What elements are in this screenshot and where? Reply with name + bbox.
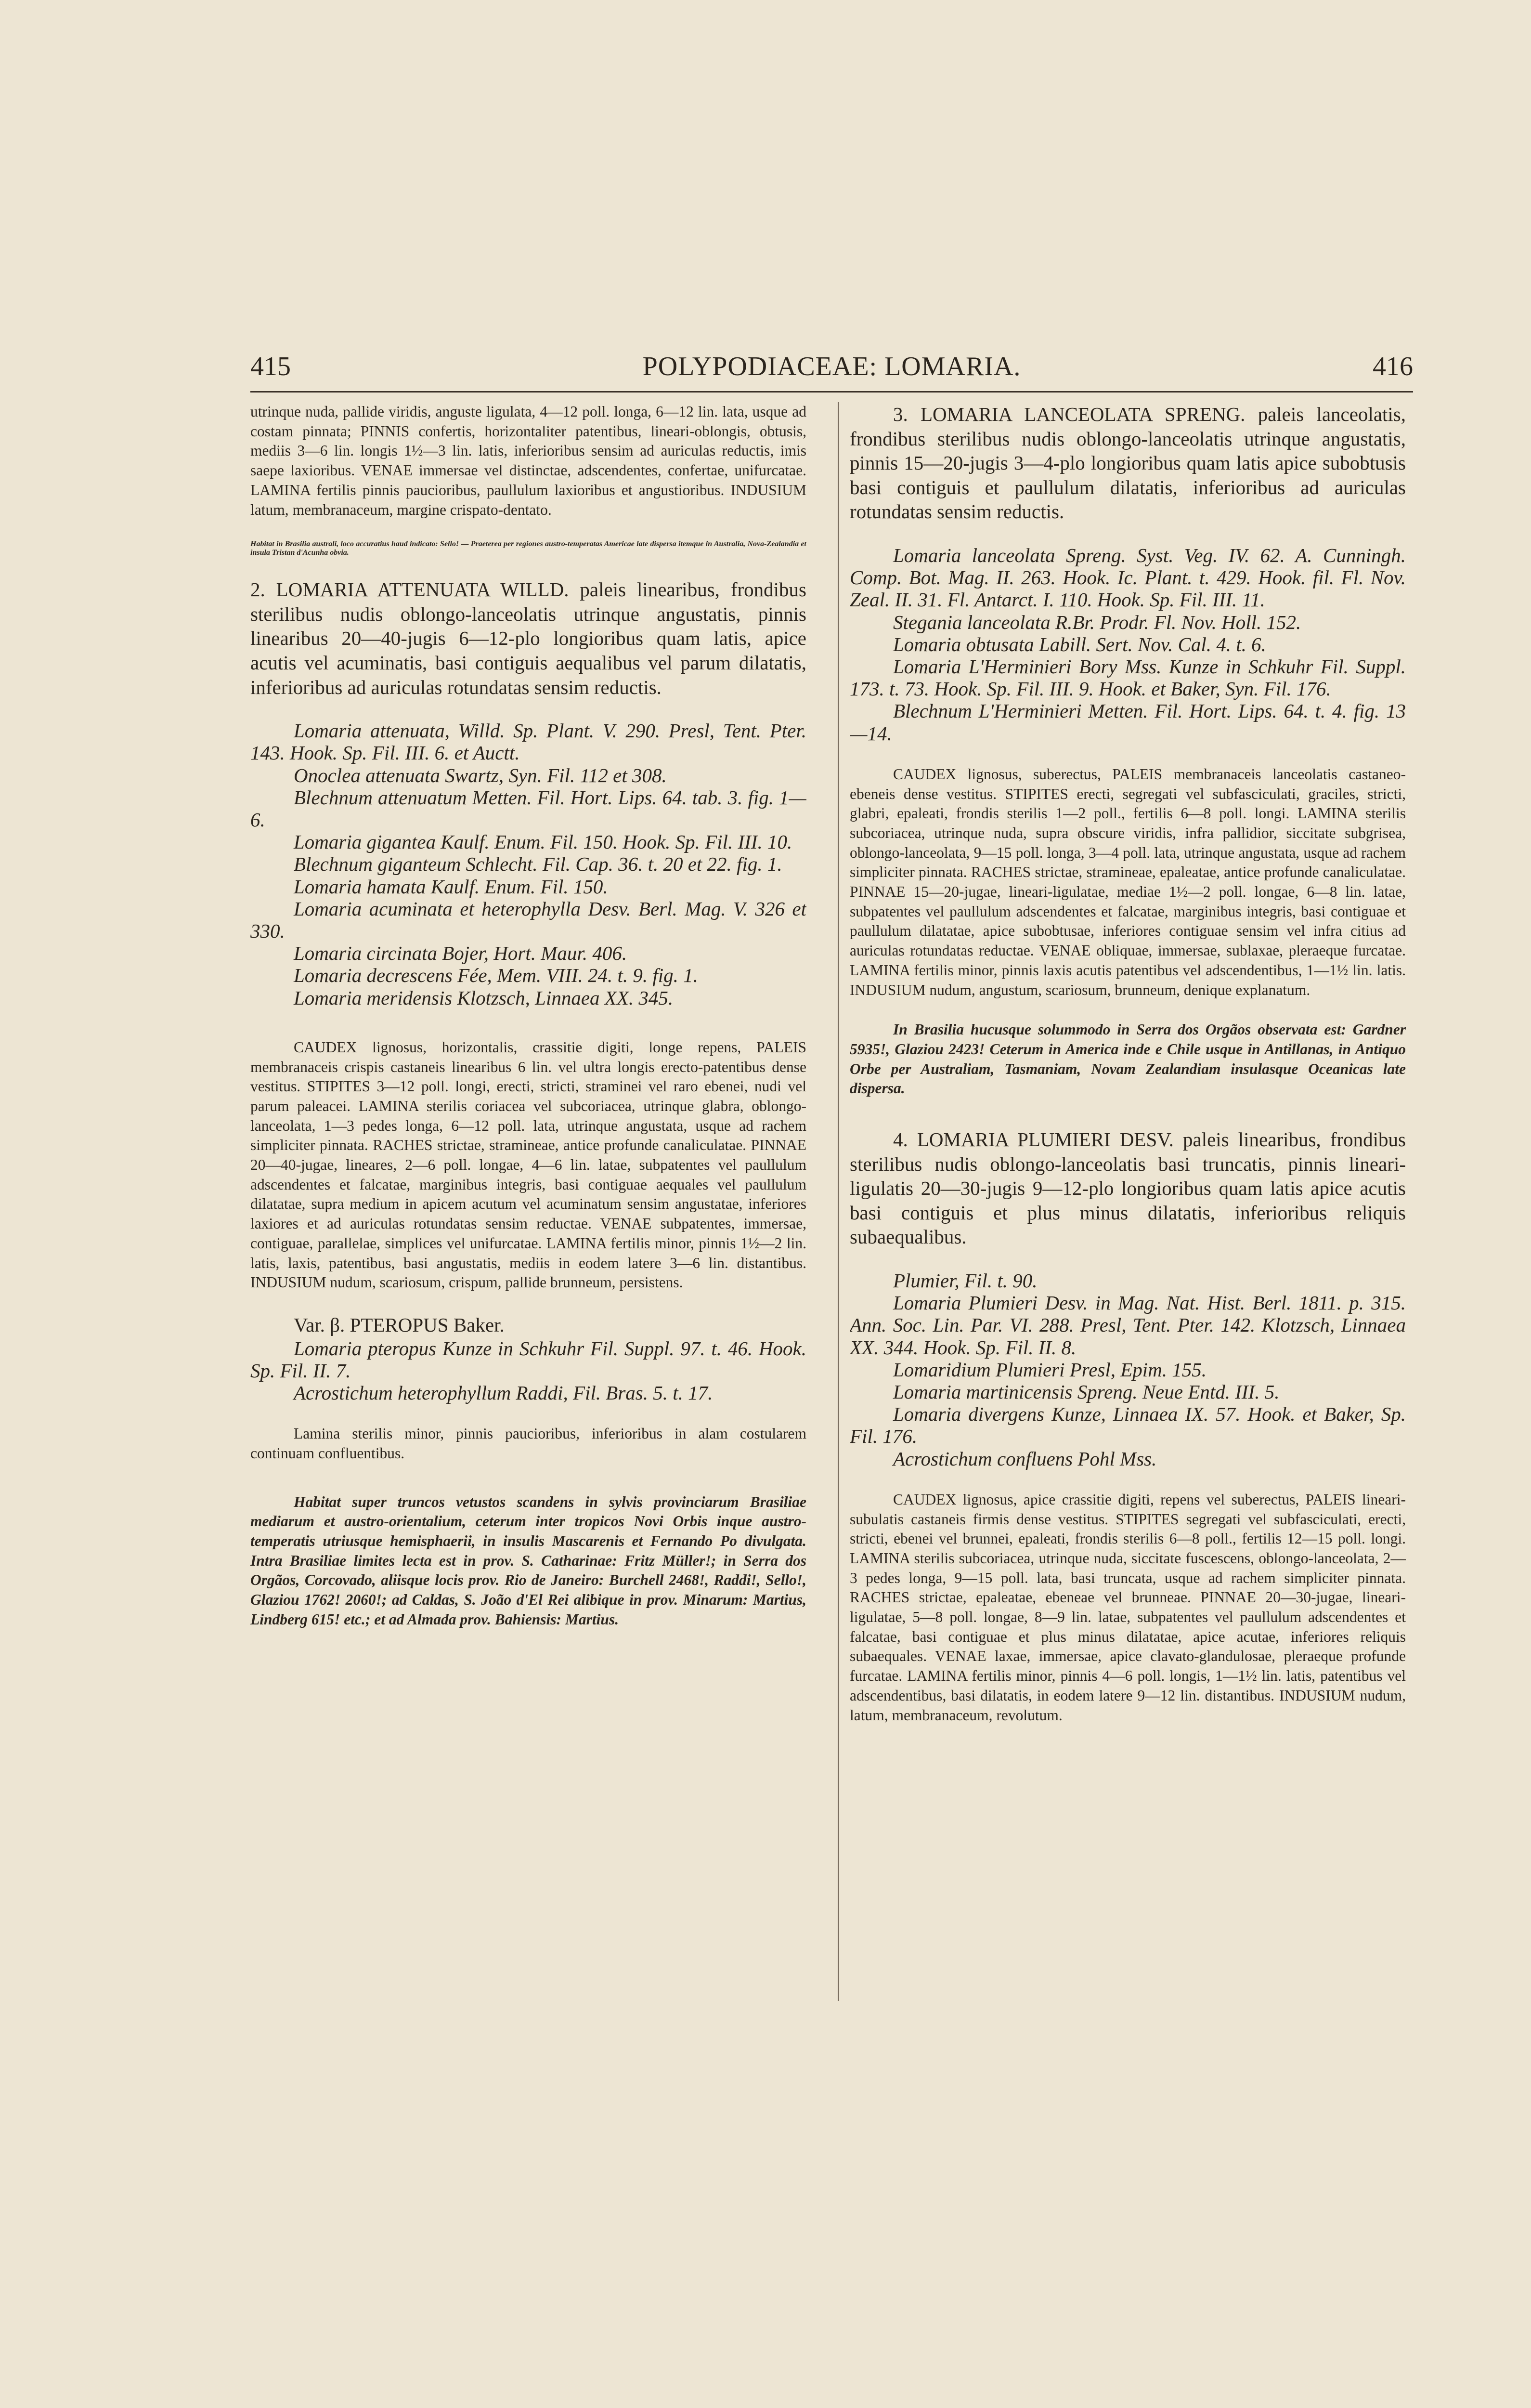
header-rule: [250, 391, 1413, 393]
right-column-paragraph: Blechnum L'Herminieri Metten. Fil. Hort. Lips. 64. t. 4. fig. 13—14.: [850, 700, 1406, 745]
right-column-paragraph: 3. LOMARIA LANCEOLATA SPRENG. paleis lanceolatis, frondibus sterilibus nudis oblongo-lanceolatis utrinque angustatis, pinnis 15—20-jugis 3—4-plo longioribus quam latis apice subobtusis basi contiguis et paullulum dilatatis, inferioribus ad auriculas rotundatas sensim reductis.: [850, 403, 1406, 523]
right-column-paragraph: CAUDEX lignosus, suberectus, PALEIS membranaceis lanceolatis castaneo-ebeneis dense vestitus. STIPITES erecti, segregati vel subfasciculati, graciles, stricti, glabri, epaleati, frondis sterilis 1—2 poll., fertilis 6—8 poll. longi. LAMINA sterilis subcoriacea, utrinque nuda, supra obscure viridis, infra pallidior, siccitate subgrisea, oblongo-lanceolata, 9—15 poll. longa, 3—4 poll. lata, utrinque angustata, usque ad rachem simpliciter pinnata. RACHES strictae, stramineae, epaleatae, antice profunde canaliculatae. PINNAE 15—20-jugae, lineari-ligulatae, mediae 1½—2 poll. longae, 6—8 lin. latae, subpatentes vel paullulum adscendentes et falcatae, marginibus integris, basi contiguae et paullulum dilatatae, apice subobtusae, inferiores contiguae sensim vel infra citius ad auriculas rotundatas reductae. VENAE obliquae, immersae, sublaxae, pleraeque furcatae. LAMINA fertilis minor, pinnis laxis acutis patentibus vel adscendentibus, 1—1½ lin. latis. INDUSIUM nudum, angustum, scariosum, brunneum, denique explanatum.: [850, 765, 1406, 998]
left-column-paragraph: Lomaria gigantea Kaulf. Enum. Fil. 150. Hook. Sp. Fil. III. 10.: [294, 831, 792, 853]
left-column: [250, 402, 806, 2309]
left-column-paragraph: Lomaria meridensis Klotzsch, Linnaea XX. 345.: [294, 986, 674, 1009]
right-column-paragraph: Lomaria L'Herminieri Bory Mss. Kunze in Schkuhr Fil. Suppl. 173. t. 73. Hook. Sp. Fil. III. 9. Hook. et Baker, Syn. Fil. 176.: [850, 655, 1406, 700]
right-column-paragraph: CAUDEX lignosus, apice crassitie digiti, repens vel suberectus, PALEIS lineari-subulatis castaneis firmis dense vestitus. STIPITES segregati vel subfasciculati, erecti, stricti, ebenei vel brunnei, epaleati, frondis sterilis 6—8 poll., fertilis 12—15 poll. longi. LAMINA sterilis subcoriacea, utrinque nuda, siccitate fuscescens, oblongo-lanceolata, 2—3 pedes longa, 9—15 poll. lata, basi truncata, usque ad rachem simpliciter pinnata. RACHES strictae, epaleatae, ebeneae vel brunneae. PINNAE 20—30-jugae, lineari-ligulatae, 5—8 poll. longae, 8—9 lin. latae, subpatentes vel paullulum adscendentes et falcatae, basi contiguae et plus minus dilatatae, apice acutae, inferiores reliquis subaequales. VENAE laxae, immersae, apice clavato-glandulosae, pleraeque profunde furcatae. LAMINA fertilis minor, pinnis 4—6 poll. longis, 1—1½ lin. latis, patentibus vel adscendentibus, basi dilatatis, in eodem latere 9—12 lin. distantibus. INDUSIUM nudum, latum, membranaceum, revolutum.: [850, 1491, 1406, 1724]
running-title: POLYPODIACEAE: LOMARIA.: [642, 352, 1021, 381]
left-column-paragraph: Acrostichum heterophyllum Raddi, Fil. Bras. 5. t. 17.: [294, 1381, 713, 1404]
right-column-paragraph: Stegania lanceolata R.Br. Prodr. Fl. Nov. Holl. 152.: [893, 611, 1301, 633]
left-column-paragraph: Lomaria pteropus Kunze in Schkuhr Fil. Suppl. 97. t. 46. Hook. Sp. Fil. II. 7.: [250, 1337, 806, 1382]
right-column-paragraph: Lomaria divergens Kunze, Linnaea IX. 57. Hook. et Baker, Sp. Fil. 176.: [850, 1403, 1406, 1448]
right-column-paragraph: Lomaridium Plumieri Presl, Epim. 155.: [893, 1358, 1207, 1381]
left-column-paragraph: Lomaria decrescens Fée, Mem. VIII. 24. t. 9. fig. 1.: [294, 964, 698, 987]
left-column-paragraph: CAUDEX lignosus, horizontalis, crassitie digiti, longe repens, PALEIS membranaceis crispis castaneis linearibus 6 lin. vel ultra longis erecto-patentibus dense vestitus. STIPITES 3—12 poll. longi, erecti, stricti, straminei vel raro ebenei, nudi vel parum paleacei. LAMINA sterilis coriacea vel subcoriacea, utrinque glabra, oblongo-lanceolata, 1—3 pedes longa, 6—12 poll. lata, utrinque angustata, usque ad rachem simpliciter pinnata. RACHES strictae, stramineae, antice profunde canaliculatae. PINNAE 20—40-jugae, lineares, 2—6 poll. longae, 4—6 lin. latae, subpatentes vel paullulum adscendentes et falcatae, marginibus integris, basi contiguae aequales vel paullulum dilatatae, supra medium in apicem acutum vel acuminatum sensim angustatae, inferiores laxiores et ad auriculas rotundatas sensim reductae. VENAE subpatentes, immersae, contiguae, parallelae, simplices vel unifurcatae. LAMINA fertilis minor, pinnis 1½—2 lin. latis, laxis, patentibus, basi angustatis, mediis in eodem latere 3—6 lin. distantibus. INDUSIUM nudum, scariosum, crispum, pallide brunneum, persistens.: [250, 1038, 806, 1291]
right-column: [850, 402, 1406, 2309]
right-column-paragraph: Lomaria Plumieri Desv. in Mag. Nat. Hist. Berl. 1811. p. 315. Ann. Soc. Lin. Par. VI. 288. Presl, Tent. Pter. 142. Klotzsch, Linnaea XX. 344. Hook. Sp. Fil. II. 8.: [850, 1292, 1406, 1359]
right-column-paragraph: 4. LOMARIA PLUMIERI DESV. paleis linearibus, frondibus sterilibus nudis oblongo-lanceolatis basi truncatis, pinnis lineari-ligulatis 20—30-jugis 9—12-plo longioribus quam latis apice acutis basi contiguis et plus minus dilatatis, inferioribus reliquis subaequalibus.: [850, 1128, 1406, 1248]
right-column-paragraph: Acrostichum confluens Pohl Mss.: [893, 1447, 1157, 1470]
left-column-paragraph: Lomaria acuminata et heterophylla Desv. Berl. Mag. V. 326 et 330.: [250, 897, 806, 942]
page-number-left: 415: [250, 352, 291, 381]
left-column-paragraph: Blechnum attenuatum Metten. Fil. Hort. Lips. 64. tab. 3. fig. 1—6.: [250, 786, 806, 831]
left-column-paragraph: utrinque nuda, pallide viridis, anguste ligulata, 4—12 poll. longa, 6—12 lin. lata, usque ad costam pinnata; PINNIS confertis, horizontaliter patentibus, lineari-oblongis, obtusis, mediis 3—6 lin. longis 1½—3 lin. latis, inferioribus sensim ad auriculas reductis, imis saepe laxioribus. VENAE immersae vel distinctae, adscendentes, confertae, unifurcatae. LAMINA fertilis pinnis paucioribus, paullulum laxioribus et angustioribus. INDUSIUM latum, membranaceum, margine crispato-dentato.: [250, 403, 806, 518]
right-column-paragraph: Lomaria lanceolata Spreng. Syst. Veg. IV. 62. A. Cunningh. Comp. Bot. Mag. II. 263. Hook. Ic. Plant. t. 429. Hook. fil. Fl. Nov. Zeal. II. 31. Fl. Antarct. I. 110. Hook. Sp. Fil. III. 11.: [850, 544, 1406, 611]
right-column-paragraph: Lomaria obtusata Labill. Sert. Nov. Cal. 4. t. 6.: [893, 633, 1266, 655]
left-column-paragraph: 2. LOMARIA ATTENUATA WILLD. paleis linearibus, frondibus sterilibus nudis oblongo-lanceolatis utrinque angustatis, pinnis linearibus 20—40-jugis 6—12-plo longioribus quam latis, apice acutis vel acuminatis, basi contiguis aequalibus vel parum dilatatis, inferioribus ad auriculas rotundatas sensim reductis.: [250, 578, 806, 698]
left-column-paragraph: Lamina sterilis minor, pinnis paucioribus, inferioribus in alam costularem continuam confluentibus.: [250, 1425, 806, 1462]
column-divider: [838, 402, 839, 2001]
left-column-paragraph: Onoclea attenuata Swartz, Syn. Fil. 112 et 308.: [294, 764, 667, 786]
left-column-paragraph: Lomaria hamata Kaulf. Enum. Fil. 150.: [294, 875, 608, 898]
left-column-paragraph: Habitat in Brasilia australi, loco accuratius haud indicato: Sello! — Praeterea per regiones austro-temperatas Americae late dispersa itemque in Australia, Nova-Zealandia et insula Tristan d'Acunha obvia.: [250, 540, 806, 557]
running-header: [250, 350, 1413, 383]
page-number-right: 416: [1373, 352, 1413, 381]
right-column-paragraph: In Brasilia hucusque solummodo in Serra dos Orgãos observata est: Gardner 5935!, Glaziou 2423! Ceterum in America inde e Chile usque in Antillanas, in Antiquo Orbe per Australiam, Tasmaniam, Novam Zealandiam insulasque Oceanicas late dispersa.: [850, 1021, 1406, 1097]
left-column-paragraph: Habitat super truncos vetustos scandens in sylvis provinciarum Brasiliae mediarum et austro-orientalium, ceterum inter tropicos Novi Orbis inque austro-temperatis utriusque hemisphaerii, in insulis Mascarenis et Fernando Po divulgata. Intra Brasiliae limites lecta est in prov. S. Catharinae: Fritz Müller!; in Serra dos Orgãos, Corcovado, aliisque locis prov. Rio de Janeiro: Burchell 2468!, Raddi!, Sello!, Glaziou 1762! 2060!; ad Caldas, S. João d'El Rei alibique in prov. Minarum: Martius, Lindberg 615! etc.; et ad Almada prov. Bahiensis: Martius.: [250, 1493, 806, 1628]
left-column-paragraph: Blechnum giganteum Schlecht. Fil. Cap. 36. t. 20 et 22. fig. 1.: [294, 853, 782, 876]
left-column-paragraph: Var. β. PTEROPUS Baker.: [294, 1313, 505, 1336]
right-column-paragraph: Lomaria martinicensis Spreng. Neue Entd. III. 5.: [893, 1381, 1280, 1403]
left-column-paragraph: Lomaria circinata Bojer, Hort. Maur. 406.: [294, 942, 627, 965]
left-column-paragraph: Lomaria attenuata, Willd. Sp. Plant. V. 290. Presl, Tent. Pter. 143. Hook. Sp. Fil. III. 6. et Auctt.: [250, 720, 806, 764]
right-column-paragraph: Plumier, Fil. t. 90.: [893, 1269, 1038, 1292]
